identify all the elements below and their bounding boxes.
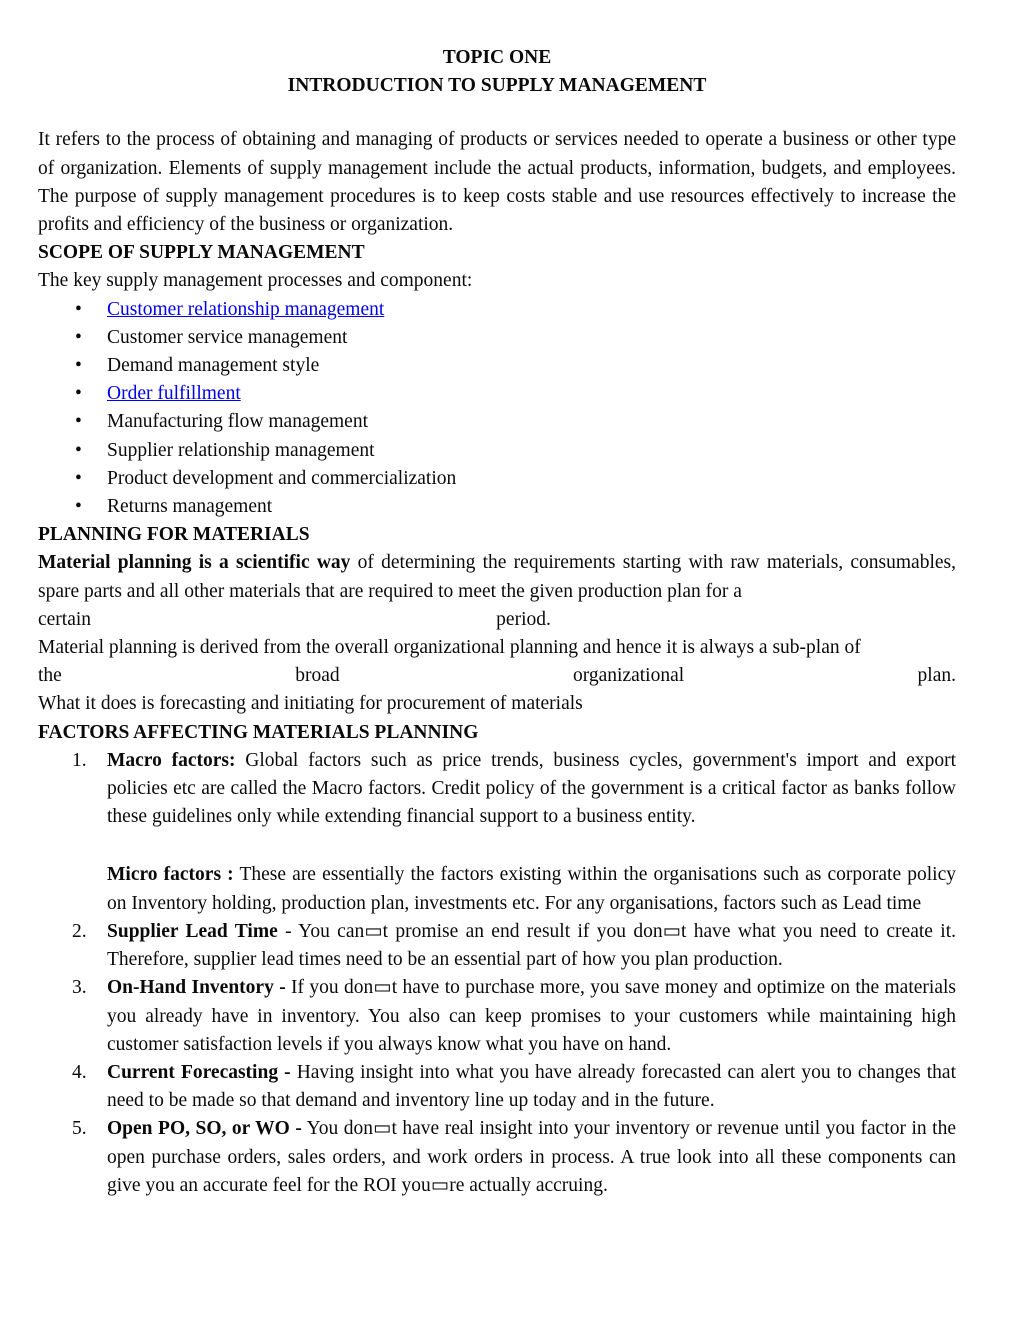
- item-text: Global factors such as price trends, business cycles, government's import and export policies etc are called the Macro factors. Credit policy of the government is a critical factor as banks follow these guidelines only while extending financial support to a business entity.: [107, 749, 956, 828]
- bullet-icon: •: [75, 383, 82, 405]
- item-text: These are essentially the factors existing within the organisations such as corporate policy on Inventory holding, production plan, investments etc. For any organisations, factors such as Lead time: [107, 864, 956, 914]
- bullet-icon: •: [75, 467, 82, 489]
- numbered-item-5: [38, 1115, 956, 1200]
- planning-paragraph-1: [38, 549, 956, 605]
- factors-numbered-list: [38, 747, 956, 1200]
- bullet-icon: •: [75, 355, 82, 377]
- item-number: 5.: [72, 1118, 87, 1140]
- planning-p2-stretched-line: [38, 662, 956, 690]
- item-bold-label: Supplier Lead Time: [107, 920, 278, 942]
- list-item: [38, 352, 956, 380]
- planning-p1-text: of determining the requirements starting with raw materials, consumables, spare parts and all other materials that are required to meet the given production plan for a: [38, 552, 956, 602]
- word-broad: broad: [295, 665, 340, 687]
- title-line-1: TOPIC ONE: [442, 47, 552, 68]
- list-item-label: Returns management: [107, 496, 273, 518]
- word-period: period.: [496, 608, 551, 630]
- list-item: [38, 408, 956, 436]
- link-customer-relationship-management[interactable]: Customer relationship management: [107, 298, 385, 320]
- bullet-icon: •: [75, 496, 82, 518]
- numbered-item-3: [38, 974, 956, 1059]
- bullet-icon: •: [75, 439, 82, 461]
- list-item: [38, 380, 956, 408]
- bullet-icon: •: [75, 326, 82, 348]
- item-bold-label: Open PO, SO, or WO -: [107, 1118, 302, 1140]
- item-bold-label: Current Forecasting -: [107, 1061, 291, 1083]
- list-item-label: Product development and commercialization: [107, 467, 457, 489]
- planning-paragraph-3: What it does is forecasting and initiating for procurement of materials: [38, 693, 583, 715]
- item-bold-label: Micro factors :: [107, 864, 234, 886]
- item-text: - You can▭t promise an end result if you don▭t have what you need to create it. Therefore, supplier lead times need to be an essential part of how you plan production.: [107, 920, 956, 971]
- list-item-label: Customer service management: [107, 326, 348, 348]
- intro-paragraph: It refers to the process of obtaining and managing of products or services needed to operate a business or other type of organization. Elements of supply management include the actual products, information, budgets, and employees. The purpose of supply management procedures is to keep costs stable and use resources effectively to increase the profits and efficiency of the business or organization.: [38, 129, 956, 236]
- scope-bullet-list: [38, 296, 956, 522]
- item-text: Having insight into what you have already forecasted can alert you to changes that need to be made so that demand and inventory line up today and in the future.: [107, 1061, 956, 1112]
- list-item: [38, 324, 956, 352]
- planning-paragraph-2: Material planning is derived from the overall organizational planning and hence it is always a sub-plan of: [38, 637, 861, 659]
- word-the: the: [38, 665, 62, 687]
- item-number: 4.: [72, 1061, 87, 1083]
- numbered-item-1: [38, 747, 956, 832]
- micro-factors-paragraph: [38, 861, 956, 917]
- item-bold-label: Macro factors:: [107, 749, 236, 771]
- item-number: 1.: [72, 749, 87, 771]
- list-item: [38, 465, 956, 493]
- list-item-label: Demand management style: [107, 355, 320, 377]
- list-item: [38, 493, 956, 521]
- planning-heading: PLANNING FOR MATERIALS: [38, 524, 310, 546]
- scope-heading: SCOPE OF SUPPLY MANAGEMENT: [38, 242, 365, 264]
- word-plan: plan.: [917, 665, 956, 687]
- item-text: You don▭t have real insight into your inventory or revenue until you factor in the open purchase orders, sales orders, and work orders in process. A true look into all these components can give you an accurate feel for the ROI you▭re actually accruing.: [107, 1118, 956, 1196]
- planning-p1-bold: Material planning is a scientific way: [38, 552, 351, 574]
- numbered-item-2: [38, 918, 956, 974]
- scope-lead: The key supply management processes and component:: [38, 270, 473, 292]
- numbered-item-4: [38, 1059, 956, 1115]
- list-item-label: Supplier relationship management: [107, 439, 375, 461]
- planning-p1-stretched-line: [38, 606, 956, 634]
- list-item: [38, 437, 956, 465]
- list-item-label: Manufacturing flow management: [107, 411, 368, 433]
- word-organizational: organizational: [572, 665, 685, 687]
- word-certain: certain: [38, 608, 92, 630]
- item-number: 2.: [72, 920, 87, 942]
- factors-heading: FACTORS AFFECTING MATERIALS PLANNING: [38, 721, 479, 743]
- title-line-2: INTRODUCTION TO SUPPLY MANAGEMENT: [287, 75, 707, 97]
- item-text: If you don▭t have to purchase more, you save money and optimize on the materials you already have in inventory. You also can keep promises to your customers while maintaining high customer satisfaction levels if you always know what you have on hand.: [107, 977, 956, 1055]
- bullet-icon: •: [75, 298, 82, 320]
- item-number: 3.: [72, 977, 87, 999]
- link-order-fulfillment[interactable]: Order fulfillment: [107, 383, 241, 405]
- item-bold-label: On-Hand Inventory -: [107, 977, 286, 999]
- list-item: [38, 296, 956, 324]
- document-title: [38, 44, 956, 100]
- bullet-icon: •: [75, 411, 82, 433]
